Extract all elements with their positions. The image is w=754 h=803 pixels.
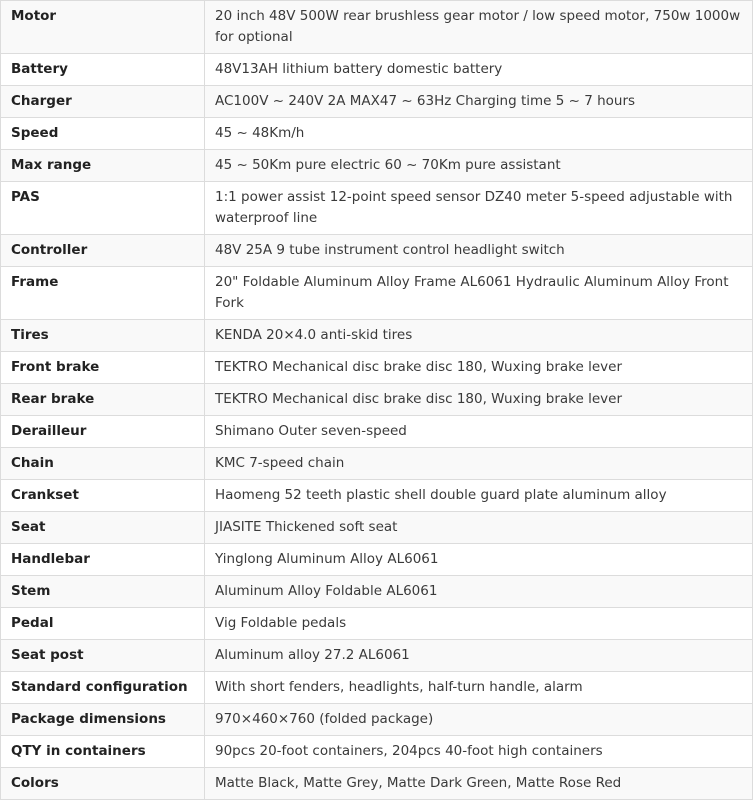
spec-value: Matte Black, Matte Grey, Matte Dark Green, Matte Rose Red: [205, 768, 753, 800]
spec-label: Seat: [1, 512, 205, 544]
spec-value: Vig Foldable pedals: [205, 608, 753, 640]
spec-row: [1, 86, 753, 118]
spec-label: Battery: [1, 54, 205, 86]
spec-row: [1, 235, 753, 267]
spec-label: Max range: [1, 150, 205, 182]
spec-row: [1, 736, 753, 768]
spec-label: Seat post: [1, 640, 205, 672]
spec-value: 1:1 power assist 12-point speed sensor DZ40 meter 5-speed adjustable with waterproof line: [205, 182, 753, 235]
spec-value: Aluminum alloy 27.2 AL6061: [205, 640, 753, 672]
spec-value: 90pcs 20-foot containers, 204pcs 40-foot high containers: [205, 736, 753, 768]
spec-row: [1, 1, 753, 54]
spec-label: Chain: [1, 448, 205, 480]
spec-value: 48V 25A 9 tube instrument control headlight switch: [205, 235, 753, 267]
spec-row: [1, 384, 753, 416]
spec-value: TEKTRO Mechanical disc brake disc 180, Wuxing brake lever: [205, 352, 753, 384]
spec-row: [1, 150, 753, 182]
spec-label: Speed: [1, 118, 205, 150]
spec-row: [1, 480, 753, 512]
spec-label: Handlebar: [1, 544, 205, 576]
spec-row: [1, 704, 753, 736]
spec-value: Yinglong Aluminum Alloy AL6061: [205, 544, 753, 576]
spec-row: [1, 512, 753, 544]
spec-label: QTY in containers: [1, 736, 205, 768]
spec-row: [1, 118, 753, 150]
spec-table-body: [1, 1, 753, 800]
spec-label: Tires: [1, 320, 205, 352]
spec-value: 45 ~ 50Km pure electric 60 ~ 70Km pure assistant: [205, 150, 753, 182]
spec-label: Crankset: [1, 480, 205, 512]
spec-value: KENDA 20×4.0 anti-skid tires: [205, 320, 753, 352]
spec-label: Standard configuration: [1, 672, 205, 704]
spec-row: [1, 352, 753, 384]
spec-label: Motor: [1, 1, 205, 54]
spec-row: [1, 182, 753, 235]
spec-value: Aluminum Alloy Foldable AL6061: [205, 576, 753, 608]
spec-value: 48V13AH lithium battery domestic battery: [205, 54, 753, 86]
spec-row: [1, 416, 753, 448]
spec-row: [1, 768, 753, 800]
spec-label: Rear brake: [1, 384, 205, 416]
spec-row: [1, 267, 753, 320]
spec-value: Shimano Outer seven-speed: [205, 416, 753, 448]
spec-label: Charger: [1, 86, 205, 118]
spec-label: Colors: [1, 768, 205, 800]
spec-value: 20" Foldable Aluminum Alloy Frame AL6061 Hydraulic Aluminum Alloy Front Fork: [205, 267, 753, 320]
spec-row: [1, 608, 753, 640]
spec-label: Controller: [1, 235, 205, 267]
spec-value: 970×460×760 (folded package): [205, 704, 753, 736]
spec-row: [1, 544, 753, 576]
spec-value: Haomeng 52 teeth plastic shell double guard plate aluminum alloy: [205, 480, 753, 512]
spec-row: [1, 320, 753, 352]
spec-value: AC100V ~ 240V 2A MAX47 ~ 63Hz Charging time 5 ~ 7 hours: [205, 86, 753, 118]
spec-value: 45 ~ 48Km/h: [205, 118, 753, 150]
spec-row: [1, 54, 753, 86]
spec-label: Frame: [1, 267, 205, 320]
spec-row: [1, 672, 753, 704]
spec-label: Package dimensions: [1, 704, 205, 736]
spec-label: Front brake: [1, 352, 205, 384]
spec-label: PAS: [1, 182, 205, 235]
spec-value: 20 inch 48V 500W rear brushless gear motor / low speed motor, 750w 1000w for optional: [205, 1, 753, 54]
spec-value: With short fenders, headlights, half-turn handle, alarm: [205, 672, 753, 704]
spec-label: Pedal: [1, 608, 205, 640]
spec-value: TEKTRO Mechanical disc brake disc 180, Wuxing brake lever: [205, 384, 753, 416]
spec-value: JIASITE Thickened soft seat: [205, 512, 753, 544]
spec-row: [1, 448, 753, 480]
spec-row: [1, 640, 753, 672]
spec-label: Stem: [1, 576, 205, 608]
spec-row: [1, 576, 753, 608]
spec-label: Derailleur: [1, 416, 205, 448]
spec-value: KMC 7-speed chain: [205, 448, 753, 480]
